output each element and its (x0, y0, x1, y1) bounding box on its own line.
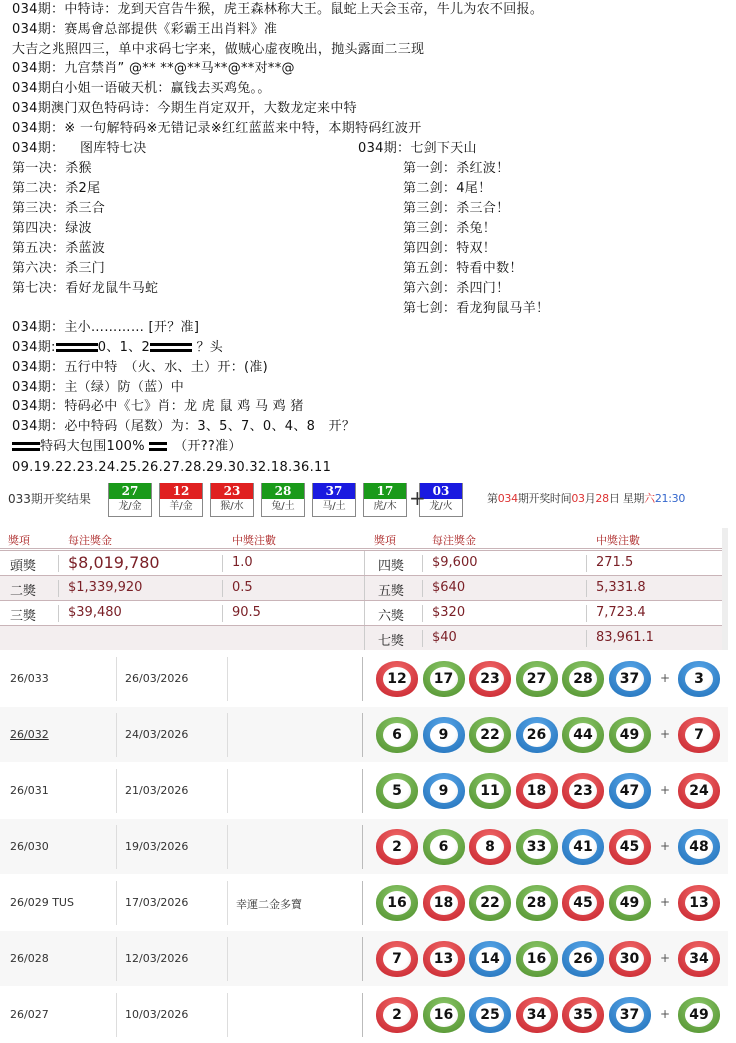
text-line: 034期：九宫禁肖” @** **@**马**@**对**@ (12, 61, 295, 77)
prize-amount: $39,480 (68, 605, 122, 620)
ball (609, 885, 651, 921)
draw-period-link[interactable]: 26/032 (10, 728, 49, 741)
ball (609, 773, 651, 809)
divider (362, 769, 363, 813)
ball-number: 9 (430, 779, 458, 803)
prize-name: 四獎 (378, 559, 405, 574)
text-line: 034期：中特诗：龙到天宫告牛猴，虎王森林称大王。鼠蛇上天会玉帝，牛儿为农不回报。 (12, 2, 544, 17)
decorative-bar (12, 442, 40, 451)
divider (222, 555, 223, 572)
left-section-item: 第七决：看好龙鼠牛马蛇 (12, 281, 159, 296)
ball (516, 717, 558, 753)
ball (469, 941, 511, 977)
ball-number: 2 (383, 835, 411, 859)
left-section-item: 第五决：杀蓝波 (12, 241, 106, 256)
divider (227, 881, 228, 925)
ball (423, 773, 465, 809)
ball-number: 3 (685, 667, 713, 691)
ball-number: 48 (685, 835, 713, 859)
plus-sign: + (660, 951, 671, 965)
result-ball (210, 483, 254, 517)
next-draw-info (487, 490, 685, 506)
draw-row (0, 651, 728, 707)
divider (586, 555, 587, 572)
divider (116, 657, 117, 701)
draw-period-link[interactable]: 26/027 (10, 1008, 49, 1021)
prize-amount: $9,600 (432, 555, 478, 570)
ball (423, 829, 465, 865)
result-ball (159, 483, 203, 517)
ball (516, 661, 558, 697)
divider (58, 605, 59, 622)
draw-row (0, 707, 728, 763)
next-period: 034 (497, 492, 518, 505)
ball-number: 26 (523, 723, 551, 747)
ball-number: 30 (616, 947, 644, 971)
ball-number: 16 (523, 947, 551, 971)
ball-number: 22 (476, 723, 504, 747)
divider (586, 630, 587, 647)
ball-number: 49 (685, 1003, 713, 1027)
decorative-bar (150, 343, 192, 352)
ball (562, 997, 604, 1033)
ball-zodiac: 羊/金 (169, 501, 193, 512)
ball-number: 28 (523, 891, 551, 915)
ball (516, 997, 558, 1033)
line-head-digits: 0、1、2 (97, 340, 151, 355)
divider (227, 937, 228, 981)
prize-header: 獎項 (8, 534, 30, 547)
column-divider (364, 551, 365, 575)
ball (609, 997, 651, 1033)
column-divider (364, 576, 365, 600)
prize-name: 頭獎 (10, 559, 37, 574)
ball-number: 47 (616, 779, 644, 803)
ball-number: 16 (383, 891, 411, 915)
ball (469, 829, 511, 865)
prize-amount: $320 (432, 605, 466, 620)
ball (562, 773, 604, 809)
ball-zodiac: 兔/土 (271, 501, 295, 512)
left-section-item: 第六决：杀三门 (12, 261, 106, 276)
prize-count: 0.5 (232, 580, 253, 595)
divider (58, 555, 59, 572)
prize-count: 7,723.4 (596, 605, 646, 620)
decorative-bar (149, 442, 167, 451)
right-section-item: 第五剑：特看中数！ (403, 261, 523, 276)
divider (362, 937, 363, 981)
column-divider (364, 626, 365, 650)
ball (562, 661, 604, 697)
ball-number: 7 (685, 723, 713, 747)
ball (376, 997, 418, 1033)
ball-zodiac: 马/土 (322, 501, 346, 512)
ball (376, 885, 418, 921)
special-ball (678, 885, 720, 921)
ball-number: 49 (616, 891, 644, 915)
right-section-item: 第二剑：4尾！ (403, 181, 492, 196)
line-numbers: 09.19.22.23.24.25.26.27.28.29.30.32.18.36.11 (12, 460, 332, 475)
prize-row (0, 550, 722, 575)
ball-number: 24 (685, 779, 713, 803)
line-color: 034期：主（绿）防（蓝）中 (12, 380, 185, 395)
divider (116, 881, 117, 925)
left-section-title: 图库特七决 (80, 141, 147, 156)
right-section-item: 第三剑：杀兔！ (403, 221, 497, 236)
ball-zodiac: 龙/火 (429, 501, 453, 512)
prize-table (0, 528, 728, 650)
ball-number: 9 (430, 723, 458, 747)
right-section-item: 第七剑：看龙狗鼠马羊！ (403, 301, 550, 316)
ball-number: 23 (476, 667, 504, 691)
prize-header: 每注獎金 (432, 534, 476, 547)
divider (116, 825, 117, 869)
prize-count: 1.0 (232, 555, 253, 570)
line-main-small: 034期：主小………… [开？准] (12, 320, 200, 335)
text-line: 034期：赛馬會总部提供《彩霸王出肖料》准 (12, 21, 278, 37)
prize-row (0, 600, 722, 625)
draw-row (0, 931, 728, 987)
ball (376, 717, 418, 753)
ball-number: 34 (523, 1003, 551, 1027)
draw-date: 21/03/2026 (125, 784, 189, 797)
ball-zodiac: 虎/木 (373, 501, 397, 512)
divider (116, 769, 117, 813)
draw-date: 19/03/2026 (125, 840, 189, 853)
line-seven-zodiac: 034期：特码必中《七》肖：龙 虎 鼠 鸡 马 鸡 猪 (12, 399, 304, 414)
divider (222, 580, 223, 597)
divider (586, 605, 587, 622)
divider (227, 657, 228, 701)
ball-number: 22 (476, 891, 504, 915)
right-section-item: 第一剑：杀红波！ (403, 161, 510, 176)
ball-number: 41 (569, 835, 597, 859)
line-head-suffix: ？头 (192, 340, 224, 355)
ball-number: 33 (523, 835, 551, 859)
ball-number: 34 (685, 947, 713, 971)
t: 月 (584, 492, 596, 505)
draw-row (0, 763, 728, 819)
prize-amount: $40 (432, 630, 457, 645)
prize-name: 五獎 (378, 584, 405, 599)
ball (376, 829, 418, 865)
left-section-prefix: 034期： (12, 141, 65, 156)
draw-period-link[interactable]: 26/030 (10, 840, 49, 853)
header-divider (0, 548, 722, 549)
result-ball (363, 483, 407, 517)
ball-number: 25 (476, 1003, 504, 1027)
t: 期开奖时间 (517, 492, 572, 505)
plus-sign: + (660, 783, 671, 797)
prize-header: 中獎注數 (596, 534, 640, 547)
ball-number: 23 (569, 779, 597, 803)
plus-sign: + (660, 1007, 671, 1021)
last-draw-result (0, 481, 736, 517)
special-ball (678, 829, 720, 865)
ball-number: 6 (430, 835, 458, 859)
ball-number: 23 (211, 483, 253, 499)
right-section-item: 第六剑：杀四门！ (403, 281, 510, 296)
divider (422, 630, 423, 647)
ball (423, 717, 465, 753)
ball (562, 941, 604, 977)
special-ball (678, 997, 720, 1033)
ball (423, 997, 465, 1033)
ball-number: 28 (262, 483, 304, 499)
divider (586, 580, 587, 597)
ball (469, 717, 511, 753)
ball-number: 45 (616, 835, 644, 859)
divider (116, 713, 117, 757)
ball-number: 5 (383, 779, 411, 803)
divider (58, 580, 59, 597)
ball-number: 16 (430, 1003, 458, 1027)
draw-date: 17/03/2026 (125, 896, 189, 909)
ball (562, 885, 604, 921)
ball (516, 885, 558, 921)
divider (222, 605, 223, 622)
ball-number: 49 (616, 723, 644, 747)
divider (422, 605, 423, 622)
ball (609, 941, 651, 977)
draw-date: 10/03/2026 (125, 1008, 189, 1021)
ball-number: 28 (569, 667, 597, 691)
prize-row (0, 575, 722, 600)
next-day: 28 (595, 492, 609, 505)
divider (227, 993, 228, 1037)
prize-count: 83,961.1 (596, 630, 654, 645)
ball (516, 773, 558, 809)
ball-number: 17 (430, 667, 458, 691)
ball-number: 8 (476, 835, 504, 859)
ball-number: 2 (383, 1003, 411, 1027)
next-weekday: 六 (644, 492, 655, 505)
left-section-item: 第四决：绿波 (12, 221, 92, 236)
ball (469, 773, 511, 809)
ball (609, 717, 651, 753)
plus-sign: + (660, 839, 671, 853)
prize-name: 七獎 (378, 634, 405, 649)
special-ball (678, 941, 720, 977)
ball (469, 661, 511, 697)
draw-date: 12/03/2026 (125, 952, 189, 965)
ball-number: 12 (160, 483, 202, 499)
divider (362, 881, 363, 925)
prize-name: 三獎 (10, 609, 37, 624)
draw-row (0, 987, 728, 1043)
right-section-title: 034期：七剑下天山 (358, 141, 477, 156)
draw-date: 26/03/2026 (125, 672, 189, 685)
draw-period-link[interactable]: 26/029 TUS (10, 896, 74, 909)
ball (376, 941, 418, 977)
prize-header: 獎項 (374, 534, 396, 547)
ball-number: 37 (616, 1003, 644, 1027)
column-divider (364, 601, 365, 625)
right-section-item: 第三剑：杀三合！ (403, 201, 510, 216)
ball-number: 18 (523, 779, 551, 803)
left-section-item: 第二决：杀2尾 (12, 181, 101, 196)
text-line: 034期澳门双色特码诗：今期生肖定双开，大数龙定来中特 (12, 101, 357, 116)
ball-number: 7 (383, 947, 411, 971)
ball (376, 773, 418, 809)
ball-number: 13 (685, 891, 713, 915)
ball (423, 661, 465, 697)
ball-number: 37 (313, 483, 355, 499)
ball (562, 829, 604, 865)
divider (422, 580, 423, 597)
draw-period-link[interactable]: 26/028 (10, 952, 49, 965)
prize-header: 每注獎金 (68, 534, 112, 547)
t: 日 星期 (608, 492, 645, 505)
divider (362, 993, 363, 1037)
draw-period-link[interactable]: 26/033 (10, 672, 49, 685)
line-surround (12, 438, 242, 456)
prize-count: 90.5 (232, 605, 261, 620)
prize-row (0, 625, 722, 650)
divider (227, 713, 228, 757)
ball-number: 18 (430, 891, 458, 915)
result-ball (312, 483, 356, 517)
divider (227, 769, 228, 813)
ball-number: 17 (364, 483, 406, 499)
ball-number: 12 (383, 667, 411, 691)
decorative-bar (56, 343, 98, 352)
special-ball (678, 717, 720, 753)
special-ball (678, 773, 720, 809)
text-line: 大吉之兆照四三，单中求码七字来，做贼心虚夜晚出，抛头露面二三现 (12, 41, 425, 57)
text-line: 034期白小姐一语破天机：赢钱去买鸡兔。。 (12, 81, 271, 97)
divider (116, 993, 117, 1037)
ball (469, 885, 511, 921)
prize-name: 二獎 (10, 584, 37, 599)
prize-name: 六獎 (378, 609, 405, 624)
draw-row (0, 875, 728, 931)
plus-sign: + (660, 671, 671, 685)
prize-header: 中獎注數 (232, 534, 276, 547)
ball-zodiac: 猴/水 (220, 501, 244, 512)
divider (422, 555, 423, 572)
line-head-prefix: 034期: (12, 340, 56, 355)
result-ball (261, 483, 305, 517)
ball-number: 14 (476, 947, 504, 971)
line-tail: 034期：必中特码（尾数）为：3、5、7、0、4、8 开？ (12, 419, 356, 434)
ball-number: 44 (569, 723, 597, 747)
draw-row (0, 819, 728, 875)
ball-number: 27 (523, 667, 551, 691)
left-section-item: 第三决：杀三合 (12, 201, 106, 216)
ball-number: 45 (569, 891, 597, 915)
prize-count: 271.5 (596, 555, 634, 570)
divider (362, 657, 363, 701)
plus-sign: + (660, 895, 671, 909)
line-five-elements: 034期：五行中特 （火、水、土）开：(准) (12, 360, 269, 375)
ball-number: 13 (430, 947, 458, 971)
ball (469, 997, 511, 1033)
ball (562, 717, 604, 753)
ball (423, 941, 465, 977)
prize-amount: $1,339,920 (68, 580, 143, 595)
line-head (12, 339, 223, 357)
divider (362, 713, 363, 757)
ball-zodiac: 龙/金 (118, 501, 142, 512)
line-surround-suffix: （开??准） (167, 439, 242, 454)
t: 第 (487, 492, 498, 505)
ball (423, 885, 465, 921)
draw-date: 24/03/2026 (125, 728, 189, 741)
ball (516, 941, 558, 977)
special-ball (678, 661, 720, 697)
prize-amount: $8,019,780 (68, 553, 160, 572)
text-line: 034期：※ 一句解特码※无错记录※红红蓝蓝来中特，本期特码红波开 (12, 120, 422, 136)
prize-amount: $640 (432, 580, 466, 595)
result-ball (108, 483, 152, 517)
plus-sign: + (409, 486, 426, 510)
ball-number: 26 (569, 947, 597, 971)
plus-sign: + (660, 727, 671, 741)
divider (362, 825, 363, 869)
ball-number: 03 (420, 483, 462, 499)
ball-number: 27 (109, 483, 151, 499)
ball (609, 661, 651, 697)
ball-number: 6 (383, 723, 411, 747)
ball (516, 829, 558, 865)
ball-number: 35 (569, 1003, 597, 1027)
divider (227, 825, 228, 869)
draw-period-link[interactable]: 26/031 (10, 784, 49, 797)
draw-name: 幸運二金多寶 (236, 898, 302, 911)
ball (376, 661, 418, 697)
left-section-item: 第一决：杀猴 (12, 161, 92, 176)
result-label: 033期开奖结果 (8, 492, 91, 506)
ball-number: 37 (616, 667, 644, 691)
prize-count: 5,331.8 (596, 580, 646, 595)
line-surround-text: 特码大包围100% (40, 439, 145, 454)
ball (609, 829, 651, 865)
next-time: 21:30 (654, 492, 686, 505)
divider (116, 937, 117, 981)
right-section-item: 第四剑：特双！ (403, 241, 497, 256)
next-month: 03 (571, 492, 585, 505)
ball-number: 11 (476, 779, 504, 803)
